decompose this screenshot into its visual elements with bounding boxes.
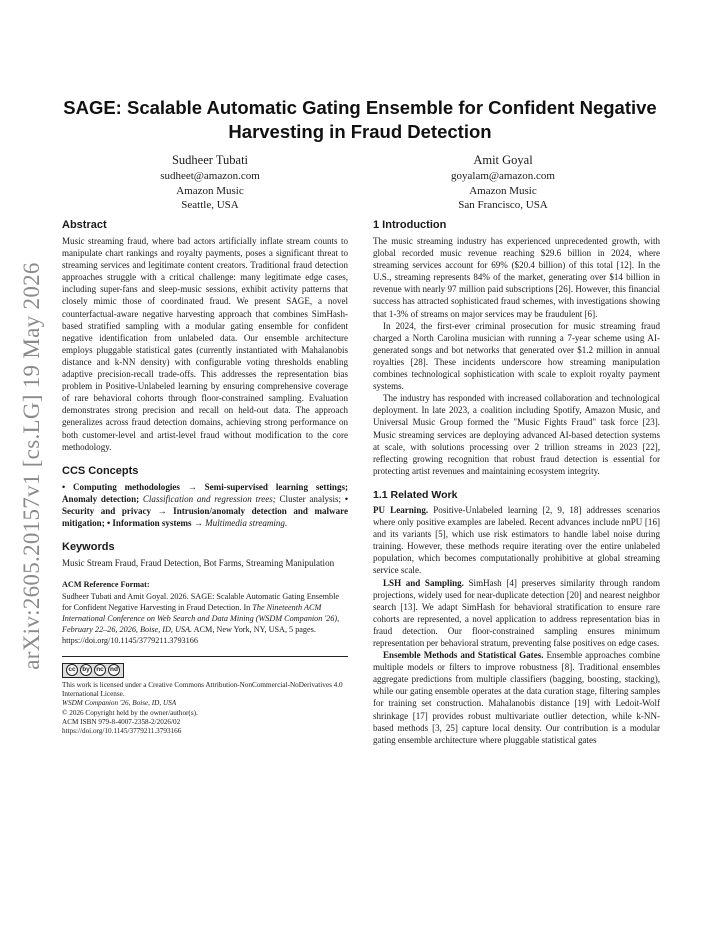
related-ensemble-paragraph [373, 649, 660, 746]
author-email: goyalam@amazon.com [451, 170, 555, 182]
ccs-text [62, 481, 348, 529]
license-venue: WSDM Companion '26, Boise, ID, USA [62, 699, 177, 708]
author-block-2 [383, 152, 623, 213]
abstract-heading: Abstract [62, 219, 107, 231]
nc-icon: nc [94, 664, 106, 676]
ccs-italic-1: Classification and regression trees; [139, 493, 276, 504]
author-org: Amazon Music [176, 184, 244, 197]
intro-heading: 1 Introduction [373, 219, 447, 231]
by-icon: by [80, 664, 92, 676]
ccs-plain-1: Cluster analysis; [275, 493, 345, 504]
license-line: This work is licensed under a Creative Commons Attribution-NonCommercial-NoDerivatives 4.0 International License. [62, 680, 343, 699]
ccs-italic-2: Multimedia streaming. [202, 517, 288, 528]
arxiv-id: arXiv:2605.20157v1 [cs.LG] 19 May 2026 [19, 262, 44, 670]
ccs-bold-2: • Security and privacy → Intrusion/anomaly detection and malware mitigation; • Information systems → [62, 493, 348, 528]
ensemble-text: Ensemble approaches combine multiple models or filters to improve robustness [8]. Traditional ensembles aggregate predictions from multiple classifiers (bagging, boosting, stacking), while our gating ensemble operates at the data curation stage, filtering samples for training set construction. Mahalanobis distance [19] with Ledoit-Wolf shrinkage [17] provides robust multivariate outlier detection, while k-NN-based methods [3, 25] capture local density. Our contribution is a modular gating ensemble architecture where pluggable statistical gates [373, 650, 660, 745]
abstract-text: Music streaming fraud, where bad actors artificially inflate stream counts to manipulate chart rankings and royalty payments, poses a significant threat to streaming services and legitimate content creators. Traditional fraud detection approaches struggle with a critical challenge: many legitimate edge cases, including super-fans and sleep-music sessions, exhibit activity patterns that closely mimic those of coordinated fraud. We present SAGE, a novel counterfactual-aware negative harvesting approach that combines SimHash-based stratified sampling with a modular gating ensemble for confident negative identification from unlabeled data. Our ensemble architecture employs pluggable statistical gates (currently instantiated with Mahalanobis distance and k-NN density) with configurable voting thresholds enabling adaptive precision-recall trade-offs. This addresses the representation bias problem in Positive-Unlabeled learning by ensuring comprehensive coverage of rare behavioral cohorts through floor-constrained sampling. Evaluation demonstrates strong precision and recall on held-out data. The approach generalizes across fraud detection domains, achieving strong performance on both customer-level and artist-level fraud without modification to the core methodology. [62, 236, 348, 452]
related-work-heading: 1.1 Related Work [373, 488, 458, 501]
author-email: sudheet@amazon.com [160, 170, 260, 182]
lsh-text: SimHash [4] preserves similarity through random projections, widely used for near-duplicate detection [20] and nearest neighbor search [13]. We adapt SimHash for behavioral stratification to ensure rare cohorts are represented, a novel application to address representation bias in fraud detection. Our floor-constrained sampling ensures minimum representation per behavioral stratum, preventing false positives on edge cases. [373, 577, 660, 648]
author-location: San Francisco, USA [458, 199, 548, 211]
license-isbn: ACM ISBN 979-8-4007-2358-2/2026/02 [62, 717, 181, 726]
ref-italic: The Nineteenth ACM International Conference on Web Search and Data Mining (WSDM Companion '26), February 22–26, 2026, Boise, ID, USA. [62, 603, 340, 635]
license-copyright: © 2026 Copyright held by the owner/author(s). [62, 708, 198, 717]
paper-title: SAGE: Scalable Automatic Gating Ensemble for Confident Negative Harvesting in Fraud Detection [63, 97, 657, 142]
author-location: Seattle, USA [181, 199, 239, 211]
lsh-label: LSH and Sampling. [383, 577, 464, 588]
related-lsh-paragraph [373, 577, 660, 650]
ref-plain-2: ACM, New York, NY, USA, 5 pages. https://doi.org/10.1145/3779211.3793166 [62, 625, 316, 646]
author-name: Sudheer Tubati [171, 153, 249, 167]
reference-format-heading: ACM Reference Format: [62, 580, 150, 590]
nd-icon: nd [108, 664, 120, 676]
author-name: Amit Goyal [473, 153, 533, 167]
related-pu-paragraph [373, 504, 660, 577]
arxiv-sidebar-stamp [18, 256, 46, 676]
right-column [373, 218, 660, 746]
reference-format-text [62, 591, 348, 646]
pu-label: PU Learning. [373, 504, 429, 515]
author-block-1 [90, 152, 330, 213]
intro-paragraph-2: In 2024, the first-ever criminal prosecution for music streaming fraud charged a North Carolina musician with running a 7-year scheme using AI-generated songs and bot networks that generated over $1.2 million in annual royalties [28]. These incidents underscore how streaming manipulation combines technological sophistication with scale to exploit royalty payment systems. [373, 320, 660, 392]
ref-plain-1: Sudheer Tubati and Amit Goyal. 2026. SAGE: Scalable Automatic Gating Ensemble for Confident Negative Harvesting in Fraud Detection. In [62, 592, 339, 613]
cc-license-badge[interactable] [62, 663, 124, 678]
ensemble-label: Ensemble Methods and Statistical Gates. [383, 650, 544, 661]
author-org: Amazon Music [469, 184, 537, 197]
left-column [62, 218, 348, 737]
keywords-heading: Keywords [62, 541, 115, 554]
intro-paragraph-1: The music streaming industry has experienced unprecedented growth, with global recorded music revenue reaching $29.6 billion in 2024, where streaming services account for 69% ($20.4 billion) of this total [12]. In the U.S., streaming represents 84% of the market, generating over $14 billion in revenue with nearly 97 million paid subscriptions [26]. However, this financial success has attracted sophisticated fraud schemes, with investigations showing that 1-3% of streams on major services may be fraudulent [6]. [373, 236, 660, 319]
cc-icon: cc [66, 664, 78, 676]
ccs-heading: CCS Concepts [62, 464, 139, 477]
ccs-bold-1: • Computing methodologies → Semi-supervised learning settings; Anomaly detection; [62, 481, 348, 504]
intro-paragraph-3: The industry has responded with increased collaboration and technological deployment. In late 2023, a coalition including Spotify, Amazon Music, and Universal Music Group formed the "Music Fights Fraud" task force [23]. Music streaming services are deploying advanced AI-based detection systems at scale, with solutions processing over 2 trillion streams in 2023 [22], reflecting growing recognition that robust fraud detection is essential for protecting artist revenues and maintaining ecosystem integrity. [373, 393, 660, 476]
license-footnote [62, 656, 348, 736]
license-doi[interactable]: https://doi.org/10.1145/3779211.3793166 [62, 727, 182, 736]
pu-text: Positive-Unlabeled learning [2, 9, 18] addresses scenarios where only positive examples are labeled. Recent advances include nnPU [16] and its variants [5], which use risk estimators to handle label noise during training. However, these methods require iterating over the entire unlabeled population, which becomes computationally prohibitive at global streaming service scale. [373, 504, 660, 576]
keywords-text: Music Stream Fraud, Fraud Detection, Bot Farms, Streaming Manipulation [62, 558, 335, 569]
